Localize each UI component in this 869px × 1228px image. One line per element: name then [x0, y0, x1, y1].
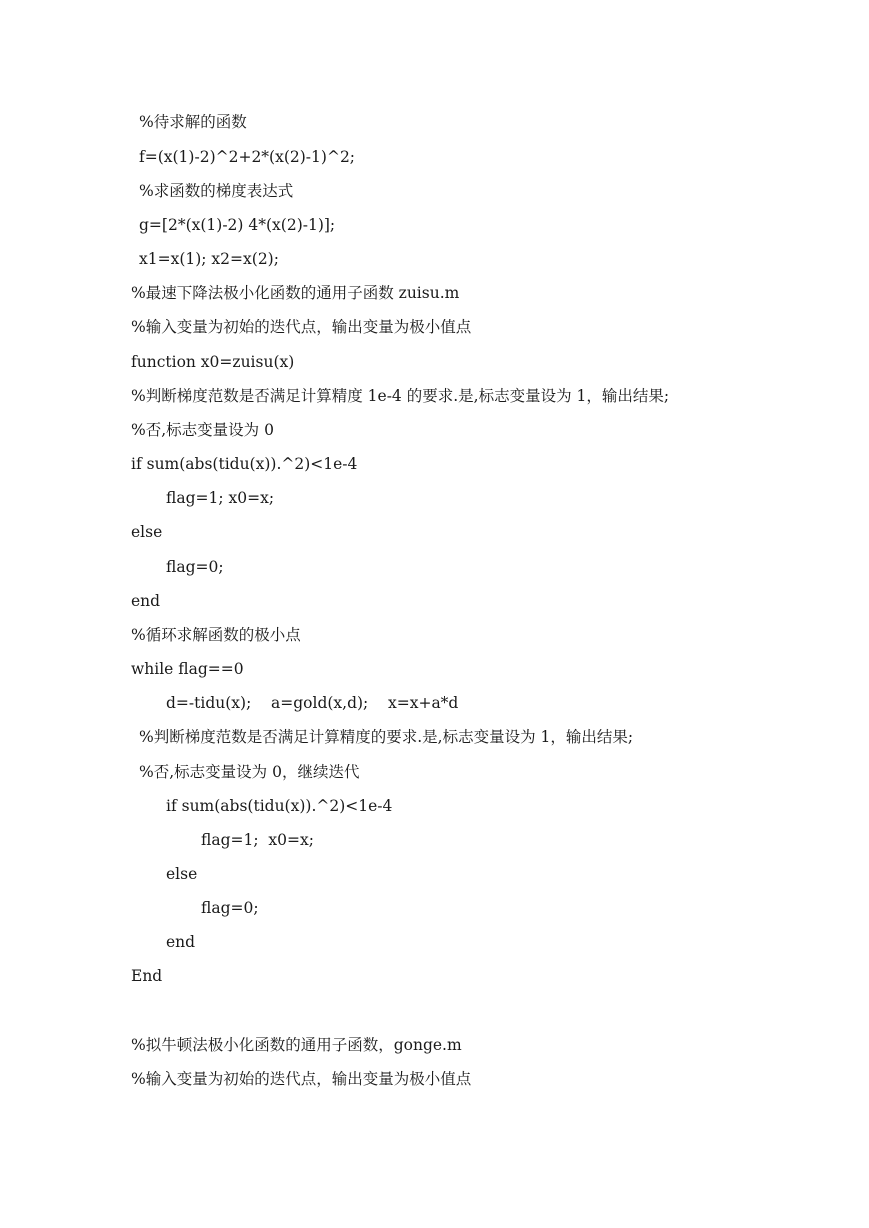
- code-comment-line: %循环求解函数的极小点: [131, 626, 301, 644]
- code-line: d=-tidu(x); a=gold(x,d); x=x+a*d: [166, 694, 459, 712]
- code-line: function x0=zuisu(x): [131, 353, 295, 371]
- code-line: if sum(abs(tidu(x)).^2)<1e-4: [131, 455, 358, 473]
- code-comment-line: %判断梯度范数是否满足计算精度 1e-4 的要求.是,标志变量设为 1，输出结果;: [131, 387, 670, 405]
- code-line: else: [166, 865, 198, 883]
- code-line: flag=0;: [201, 899, 259, 917]
- code-line: if sum(abs(tidu(x)).^2)<1e-4: [166, 797, 393, 815]
- code-comment-line: %否,标志变量设为 0，继续迭代: [139, 763, 360, 781]
- code-comment-line: %求函数的梯度表达式: [139, 182, 294, 200]
- code-comment-line: %输入变量为初始的迭代点，输出变量为极小值点: [131, 1070, 472, 1088]
- code-comment-line: %否,标志变量设为 0: [131, 421, 274, 439]
- code-comment-line: %待求解的函数: [139, 113, 247, 131]
- code-line: flag=0;: [166, 558, 224, 576]
- code-comment-line: %最速下降法极小化函数的通用子函数 zuisu.m: [131, 284, 460, 302]
- code-line: flag=1; x0=x;: [166, 489, 275, 507]
- code-comment-line: %判断梯度范数是否满足计算精度的要求.是,标志变量设为 1，输出结果;: [139, 728, 634, 746]
- code-line: x1=x(1); x2=x(2);: [139, 250, 279, 268]
- code-line: End: [131, 967, 163, 985]
- code-line: f=(x(1)-2)^2+2*(x(2)-1)^2;: [139, 148, 356, 166]
- code-comment-line: %拟牛顿法极小化函数的通用子函数，gonge.m: [131, 1036, 462, 1054]
- code-line: else: [131, 523, 163, 541]
- code-line: g=[2*(x(1)-2) 4*(x(2)-1)];: [139, 216, 336, 234]
- code-line: while flag==0: [131, 660, 244, 678]
- code-line: end: [131, 592, 161, 610]
- code-line: end: [166, 933, 196, 951]
- code-comment-line: %输入变量为初始的迭代点，输出变量为极小值点: [131, 318, 472, 336]
- code-line: flag=1; x0=x;: [201, 831, 314, 849]
